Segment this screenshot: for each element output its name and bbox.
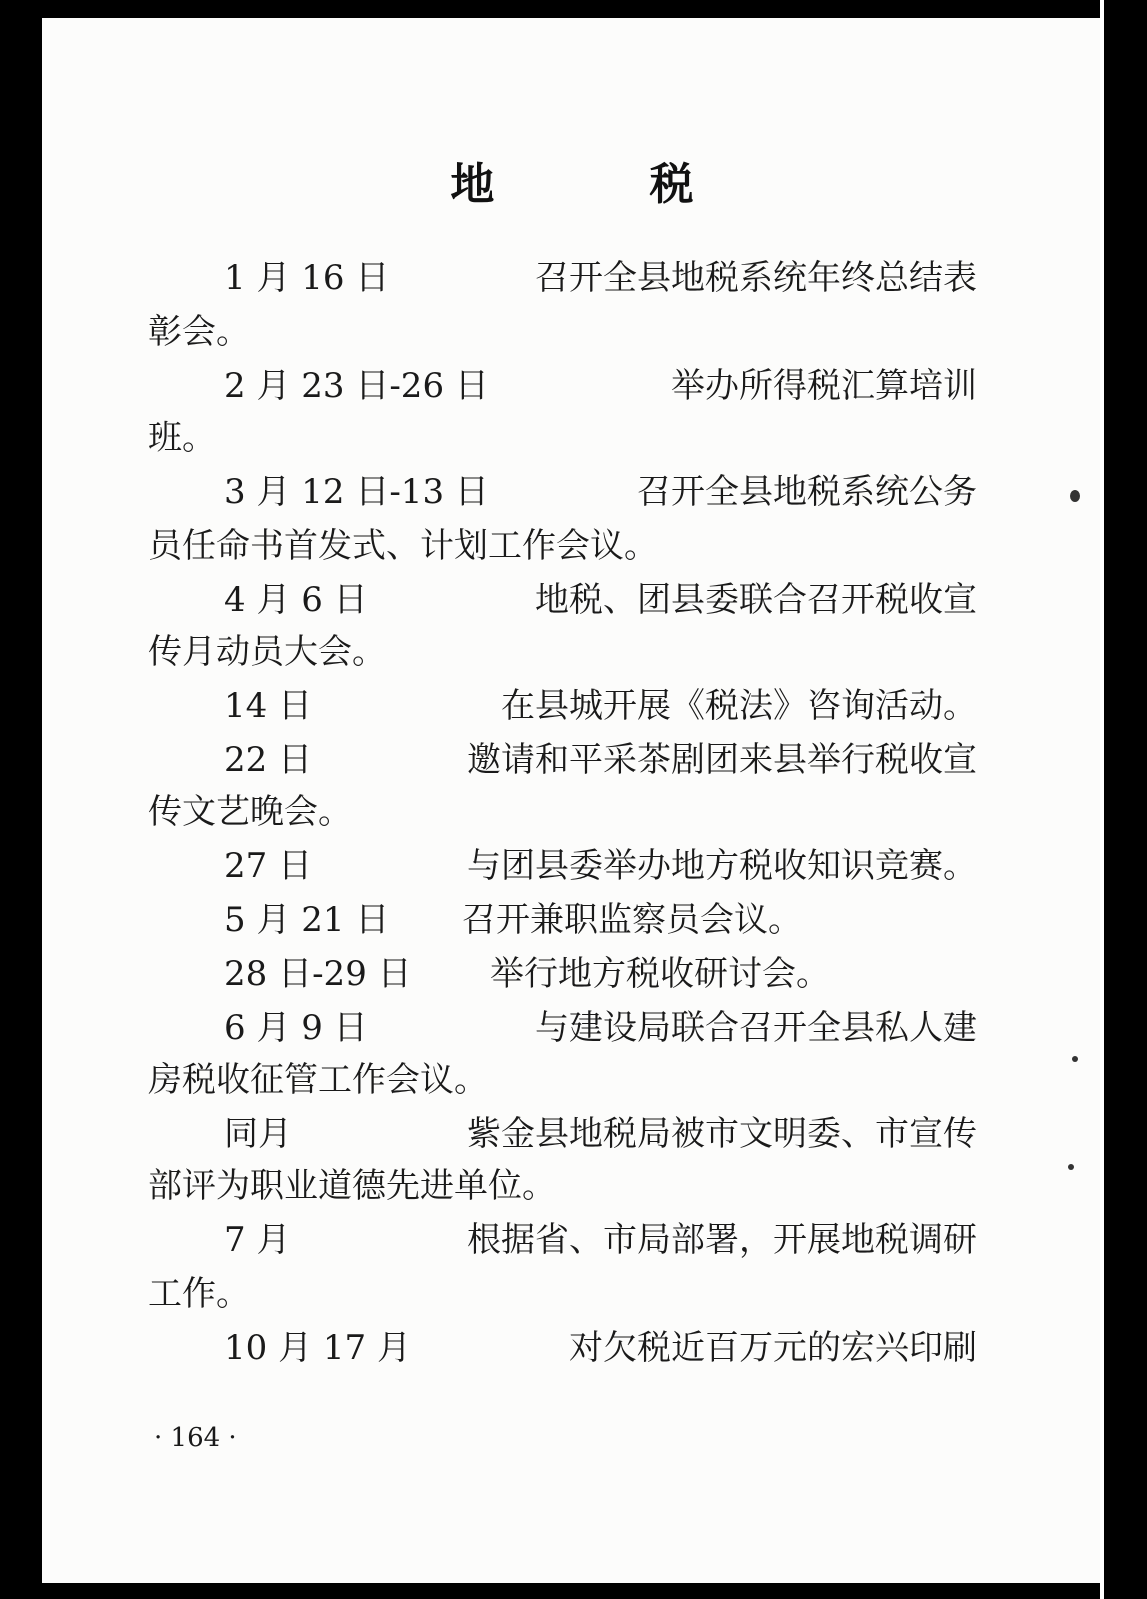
scan-speck — [1072, 1056, 1078, 1062]
scan-speck — [1068, 1164, 1074, 1170]
entry-text: 紫金县地税局被市文明委、市宣传 — [467, 1114, 977, 1154]
entry-cont-text: 传文艺晚会。 — [148, 792, 352, 832]
entry-date: 5 月 21 日 — [224, 900, 390, 940]
entry-cont-text: 员任命书首发式、计划工作会议。 — [148, 526, 658, 566]
entry-text: 召开全县地税系统公务 — [637, 472, 977, 512]
entry-date: 1 月 16 日 — [224, 258, 390, 298]
entry-line — [42, 466, 1102, 518]
page-title: 地 税 — [450, 159, 764, 210]
entry-line — [42, 840, 1102, 892]
entry-date: 22 日 — [224, 740, 313, 780]
entry-date: 2 月 23 日-26 日 — [224, 366, 489, 406]
entry-date: 6 月 9 日 — [224, 1008, 368, 1048]
entry-line — [42, 948, 1102, 1000]
entry-text: 邀请和平采茶剧团来县举行税收宣 — [467, 740, 977, 780]
page-number: · 164 · — [154, 1423, 237, 1453]
entry-line — [42, 1322, 1102, 1374]
page-edge — [1100, 0, 1104, 1599]
entry-cont-text: 工作。 — [148, 1274, 250, 1314]
entry-continuation — [42, 626, 1102, 678]
entry-line — [42, 894, 1102, 946]
entry-line — [42, 252, 1102, 304]
entry-line — [42, 574, 1102, 626]
entry-text: 地税、团县委联合召开税收宣 — [535, 580, 977, 620]
entry-text: 举行地方税收研讨会。 — [490, 954, 830, 994]
entry-date: 4 月 6 日 — [224, 580, 368, 620]
entry-cont-text: 班。 — [148, 418, 216, 458]
entry-continuation — [42, 412, 1102, 464]
entry-text: 在县城开展《税法》咨询活动。 — [501, 686, 977, 726]
entry-text: 与团县委举办地方税收知识竞赛。 — [467, 846, 977, 886]
entry-date: 14 日 — [224, 686, 313, 726]
document-page — [42, 18, 1102, 1583]
entry-continuation — [42, 1268, 1102, 1320]
entry-text: 召开兼职监察员会议。 — [462, 900, 802, 940]
entry-date: 3 月 12 日-13 日 — [224, 472, 489, 512]
entry-date: 27 日 — [224, 846, 313, 886]
scan-speck — [1070, 490, 1080, 502]
entry-line — [42, 1002, 1102, 1054]
entry-continuation — [42, 786, 1102, 838]
entry-continuation — [42, 520, 1102, 572]
entry-continuation — [42, 1054, 1102, 1106]
entry-text: 对欠税近百万元的宏兴印刷 — [569, 1328, 977, 1368]
entry-date: 同月 — [224, 1114, 292, 1154]
entry-line — [42, 680, 1102, 732]
entry-continuation — [42, 1160, 1102, 1212]
entry-date: 7 月 — [224, 1220, 291, 1260]
entry-cont-text: 房税收征管工作会议。 — [148, 1060, 488, 1100]
entry-cont-text: 传月动员大会。 — [148, 632, 386, 672]
entry-continuation — [42, 306, 1102, 358]
entry-text: 与建设局联合召开全县私人建 — [535, 1008, 977, 1048]
entry-cont-text: 部评为职业道德先进单位。 — [148, 1166, 556, 1206]
entry-line — [42, 1214, 1102, 1266]
entry-cont-text: 彰会。 — [148, 312, 250, 352]
entry-date: 10 月 17 月 — [224, 1328, 411, 1368]
entry-line — [42, 360, 1102, 412]
entry-date: 28 日-29 日 — [224, 954, 412, 994]
entry-line — [42, 1108, 1102, 1160]
entry-text: 举办所得税汇算培训 — [671, 366, 977, 406]
entry-text: 召开全县地税系统年终总结表 — [535, 258, 977, 298]
entry-text: 根据省、市局部署，开展地税调研 — [467, 1220, 977, 1260]
entry-line — [42, 734, 1102, 786]
